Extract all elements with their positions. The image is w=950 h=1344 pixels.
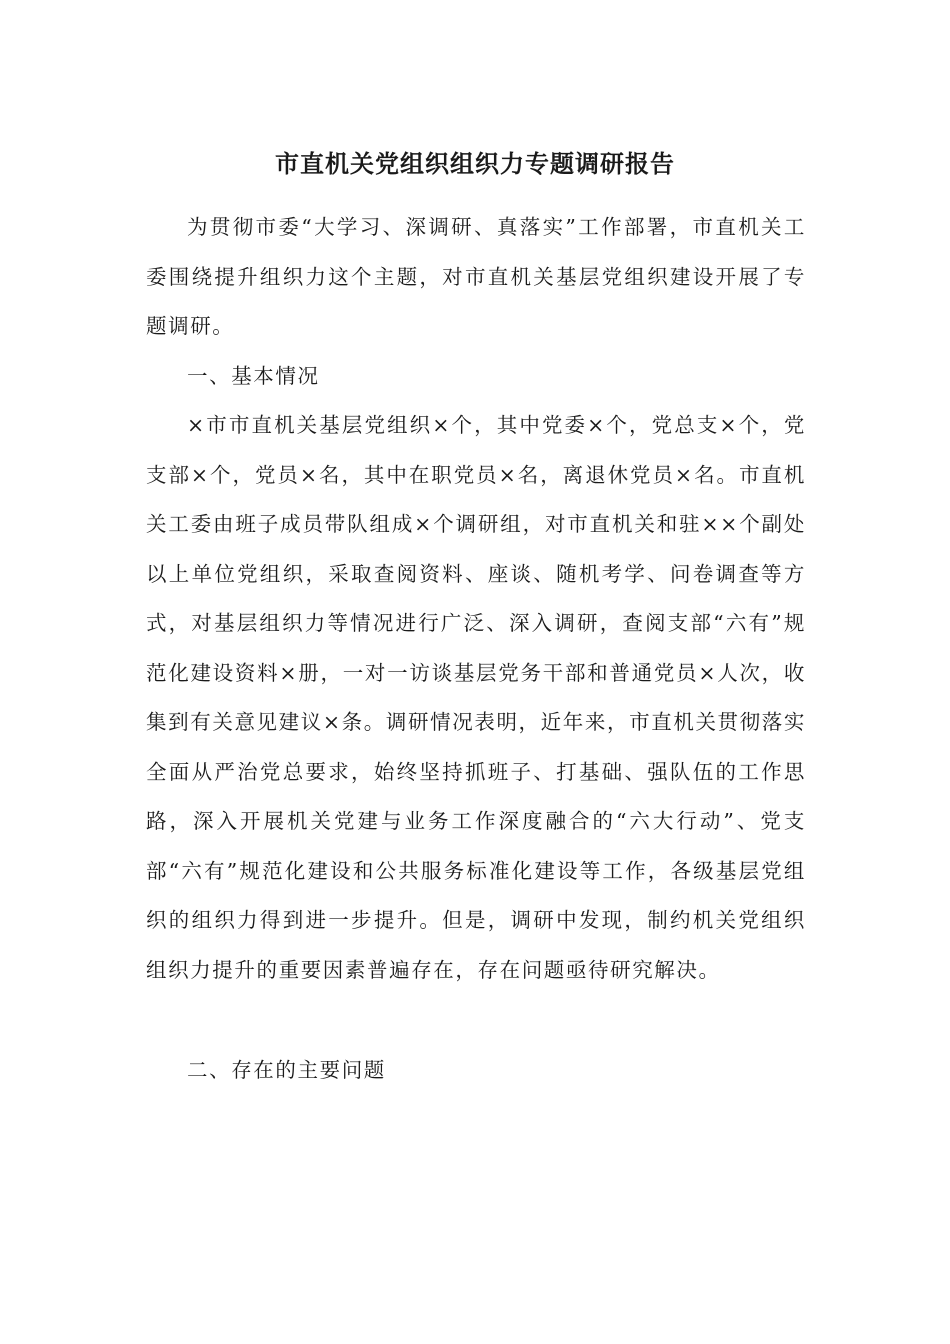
intro-paragraph: 为贯彻市委“大学习、深调研、真落实”工作部署，市直机关工委围绕提升组织力这个主题，对市直机关基层党组织建设开展了专题调研。 bbox=[146, 215, 806, 338]
document-title: 市直机关党组织组织力专题调研报告 bbox=[275, 149, 675, 178]
section-heading-basic-situation: 一、基本情况 bbox=[187, 364, 320, 388]
section-heading-main-problems: 二、存在的主要问题 bbox=[187, 1058, 386, 1082]
basic-situation-paragraph: ×市市直机关基层党组织×个，其中党委×个，党总支×个，党支部×个，党员×名，其中在职党员×名，离退休党员×名。市直机关工委由班子成员带队组成×个调研组，对市直机关和驻××个副处以上单位党组织，采取查阅资料、座谈、随机考学、问卷调查等方式，对基层组织力等情况进行广泛、深入调研，查阅支部“六有”规范化建设资料×册，一对一访谈基层党务干部和普通党员×人次，收集到有关意见建议×条。调研情况表明，近年来，市直机关贯彻落实全面从严治党总要求，始终坚持抓班子、打基础、强队伍的工作思路，深入开展机关党建与业务工作深度融合的“六大行动”、党支部“六有”规范化建设和公共服务标准化建设等工作，各级基层党组织的组织力得到进一步提升。但是，调研中发现，制约机关党组织组织力提升的重要因素普遍存在，存在问题亟待研究解决。 bbox=[146, 413, 806, 982]
